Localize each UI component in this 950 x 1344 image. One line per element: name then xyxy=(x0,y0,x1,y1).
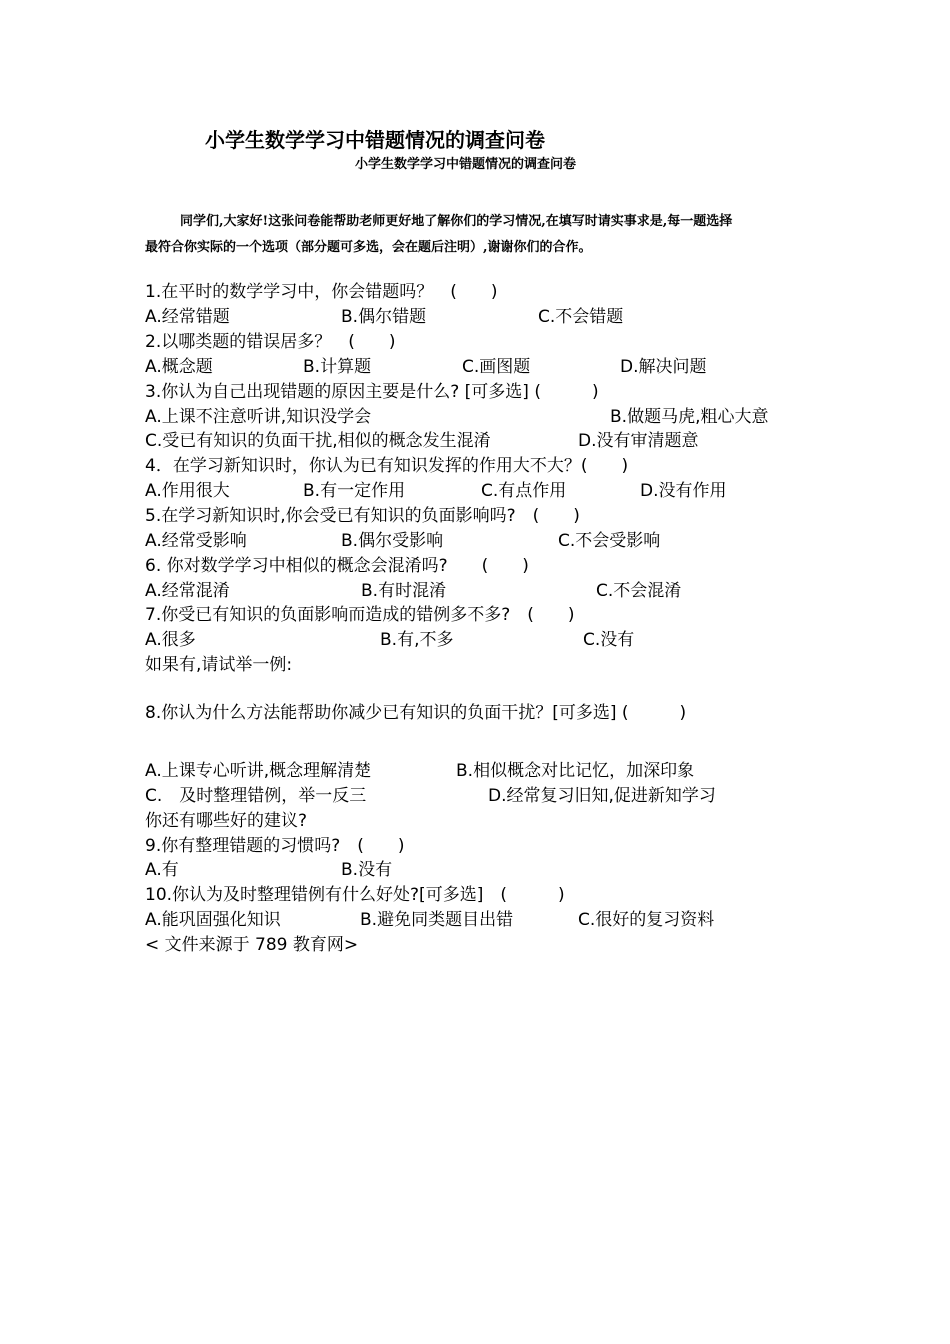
q2-option-b: B.计算题 xyxy=(303,357,372,377)
q1-option-b: B.偶尔错题 xyxy=(341,307,427,327)
q1-option-a: A.经常错题 xyxy=(145,307,230,327)
q7-followup: 如果有,请试举一例: xyxy=(145,655,293,675)
q4-option-b: B.有一定作用 xyxy=(303,481,406,501)
q5-option-b: B.偶尔受影响 xyxy=(341,531,444,551)
question-2: 2.以哪类题的错误居多？ ( ) xyxy=(145,332,396,352)
q8-option-c: C. 及时整理错例，举一反三 xyxy=(145,786,367,806)
q6-option-a: A.经常混淆 xyxy=(145,581,230,601)
question-5: 5.在学习新知识时,你会受已有知识的负面影响吗? ( ) xyxy=(145,506,580,526)
question-3: 3.你认为自己出现错题的原因主要是什么? [可多选] ( ) xyxy=(145,382,599,402)
q7-option-b: B.有,不多 xyxy=(380,630,454,650)
question-6: 6. 你对数学学习中相似的概念会混淆吗? ( ) xyxy=(145,556,529,576)
q3-option-d: D.没有审清题意 xyxy=(578,431,699,451)
question-1: 1.在平时的数学学习中，你会错题吗？ ( ) xyxy=(145,282,498,302)
q4-option-c: C.有点作用 xyxy=(481,481,567,501)
question-8: 8.你认为什么方法能帮助你减少已有知识的负面干扰？[可多选] ( ) xyxy=(145,703,687,723)
q4-option-a: A.作用很大 xyxy=(145,481,230,501)
q4-option-d: D.没有作用 xyxy=(640,481,727,501)
q6-option-b: B.有时混淆 xyxy=(361,581,447,601)
document-subtitle: 小学生数学学习中错题情况的调查问卷 xyxy=(355,157,577,172)
intro-line-2: 最符合你实际的一个选项（部分题可多选，会在题后注明）,谢谢你们的合作。 xyxy=(145,240,592,255)
q5-option-a: A.经常受影响 xyxy=(145,531,247,551)
q8-option-d: D.经常复习旧知,促进新知学习 xyxy=(488,786,716,806)
question-9: 9.你有整理错题的习惯吗? ( ) xyxy=(145,836,405,856)
q10-option-b: B.避免同类题目出错 xyxy=(360,910,514,930)
q1-option-c: C.不会错题 xyxy=(538,307,624,327)
q6-option-c: C.不会混淆 xyxy=(596,581,682,601)
source-note: < 文件来源于 789 教育网> xyxy=(145,935,359,955)
question-10: 10.你认为及时整理错例有什么好处?[可多选] ( ) xyxy=(145,885,565,905)
q3-option-c: C.受已有知识的负面干扰,相似的概念发生混淆 xyxy=(145,431,491,451)
document-title: 小学生数学学习中错题情况的调查问卷 xyxy=(205,128,545,152)
question-4: 4．在学习新知识时，你认为已有知识发挥的作用大不大？( ) xyxy=(145,456,629,476)
q3-option-a: A.上课不注意听讲,知识没学会 xyxy=(145,407,372,427)
q10-option-c: C.很好的复习资料 xyxy=(578,910,715,930)
q8-option-a: A.上课专心听讲,概念理解清楚 xyxy=(145,761,372,781)
q10-option-a: A.能巩固强化知识 xyxy=(145,910,281,930)
q7-option-c: C.没有 xyxy=(583,630,635,650)
q2-option-c: C.画图题 xyxy=(462,357,531,377)
q7-option-a: A.很多 xyxy=(145,630,196,650)
intro-line-1: 同学们,大家好!这张问卷能帮助老师更好地了解你们的学习情况,在填写时请实事求是,每一题选择 xyxy=(180,214,733,229)
q8-option-b: B.相似概念对比记忆，加深印象 xyxy=(456,761,695,781)
q2-option-d: D.解决问题 xyxy=(620,357,707,377)
q8-followup: 你还有哪些好的建议? xyxy=(145,811,308,831)
q9-option-b: B.没有 xyxy=(341,860,393,880)
q9-option-a: A.有 xyxy=(145,860,179,880)
q3-option-b: B.做题马虎,粗心大意 xyxy=(610,407,769,427)
question-7: 7.你受已有知识的负面影响而造成的错例多不多? ( ) xyxy=(145,605,575,625)
q5-option-c: C.不会受影响 xyxy=(558,531,661,551)
q2-option-a: A.概念题 xyxy=(145,357,213,377)
